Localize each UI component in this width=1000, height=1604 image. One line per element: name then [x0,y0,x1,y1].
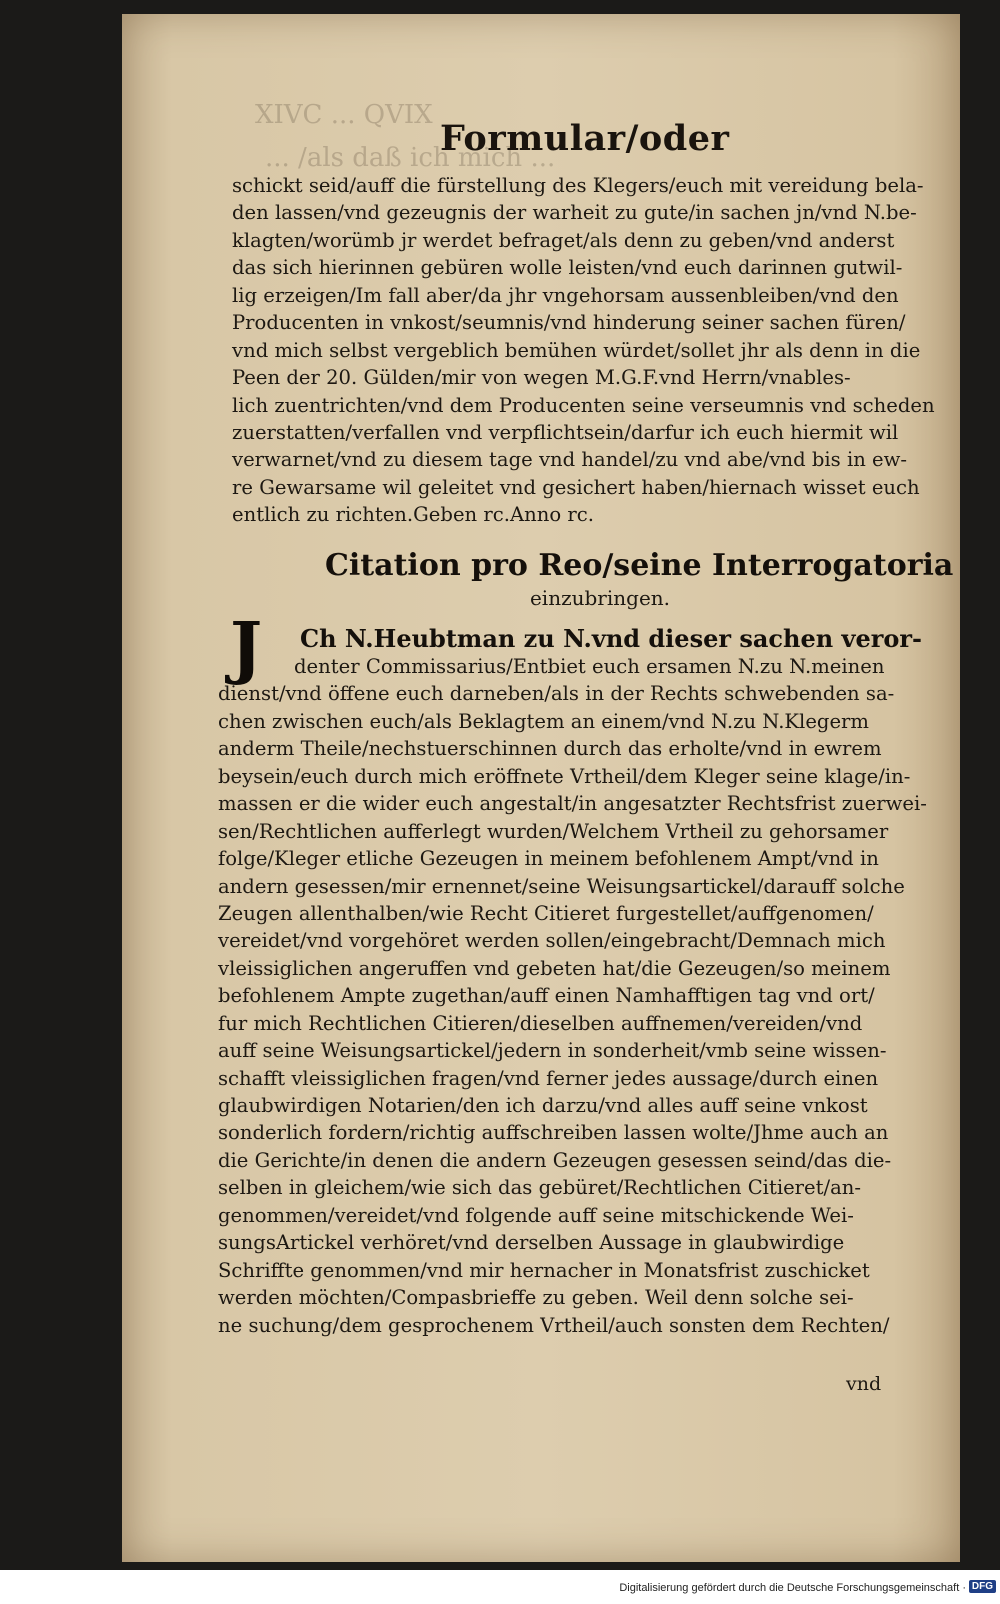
text-line: Peen der 20. Gülden/mir von wegen M.G.F.vnd Herrn/vnables- [232,366,851,390]
text-line: Schriffte genommen/vnd mir hernacher in Monatsfrist zuschicket [218,1258,870,1282]
text-line: re Gewarsame wil geleitet vnd gesichert haben/hiernach wisset euch [232,475,920,499]
text-line: massen er die wider euch angestalt/in angesatzter Rechtsfrist zuerwei- [218,792,927,816]
text-line: sonderlich fordern/richtig auffschreiben lassen wolte/Jhme auch an [218,1121,889,1145]
text-line: werden möchten/Compasbrieffe zu geben. Weil denn solche sei- [218,1286,854,1310]
footer-credit: Digitalisierung gefördert durch die Deutsche Forschungsgemeinschaft · [619,1582,966,1594]
text-line: lig erzeigen/Im fall aber/da jhr vngehorsam aussenbleiben/vnd den [232,283,899,307]
page-header: Formular/oder [440,118,730,159]
text-line: Zeugen allenthalben/wie Recht Citieret furgestellet/auffgenomen/ [218,901,874,925]
text-line: klagten/worümb jr werdet befraget/als denn zu geben/vnd anderst [232,228,895,252]
text-line: dienst/vnd öffene euch darneben/als in der Rechts schwebenden sa- [218,682,895,706]
text-line: auff seine Weisungsartickel/jedern in sonderheit/vmb seine wissen- [218,1039,887,1063]
text-line: zuerstatten/verfallen vnd verpflichtsein/darfur ich euch hiermit wil [232,420,899,444]
section-heading: Citation pro Reo/seine Interrogatoria [325,548,954,583]
bleed-through-text: ... /als daß ich mich ... [265,143,556,173]
text-line: andern gesessen/mir ernennet/seine Weisungsartickel/darauff solche [218,874,905,898]
text-line: vnd mich selbst vergeblich bemühen würdet/sollet jhr als denn in die [232,338,921,362]
text-line: genommen/vereidet/vnd folgende auff seine mitschickende Wei- [218,1203,854,1227]
text-line: verwarnet/vnd zu diesem tage vnd handel/zu vnd abe/vnd bis in ew- [232,448,908,472]
paragraph-first-line: Ch N.Heubtman zu N.vnd dieser sachen veror- [300,624,923,653]
text-line: entlich zu richten.Geben rc.Anno rc. [232,503,594,527]
text-line: ne suchung/dem gesprochenem Vrtheil/auch sonsten dem Rechten/ [218,1313,890,1337]
text-line: lich zuentrichten/vnd dem Producenten seine verseumnis vnd scheden [232,393,935,417]
text-line: denter Commissarius/Entbiet euch ersamen N.zu N.meinen [294,655,885,678]
text-line: den lassen/vnd gezeugnis der warheit zu gute/in sachen jn/vnd N.be- [232,201,917,225]
upper-paragraph [232,172,952,529]
text-line: chen zwischen euch/als Beklagtem an einem/vnd N.zu N.Klegerm [218,709,870,733]
text-line: sungsArtickel verhöret/vnd derselben Aussage in glaubwirdige [218,1231,845,1255]
text-line: Producenten in vnkost/seumnis/vnd hinderung seiner sachen füren/ [232,311,906,335]
text-line: die Gerichte/in denen die andern Gezeugen gesessen seind/das die- [218,1148,892,1172]
text-line: vereidet/vnd vorgehöret werden sollen/eingebracht/Demnach mich [218,929,886,953]
section-subheading: einzubringen. [529,586,671,610]
text-line: folge/Kleger etliche Gezeugen in meinem befohlenem Ampt/vnd in [218,847,879,871]
text-line: glaubwirdigen Notarien/den ich darzu/vnd alles auff seine vnkost [218,1094,868,1117]
footer-bar [0,1574,1000,1604]
text-line: beysein/euch durch mich eröffnete Vrtheil/dem Kleger seine klage/in- [218,764,911,788]
decorated-initial: J [230,608,263,688]
text-line: fur mich Rechtlichen Citieren/dieselben auffnemen/vereiden/vnd [218,1011,863,1035]
catchword: vnd [846,1373,882,1395]
lower-paragraph [218,653,938,1339]
text-line: selben in gleichem/wie sich das gebüret/Rechtlichen Citieret/an- [218,1176,862,1200]
text-line: befohlenem Ampte zugethan/auff einen Namhafftigen tag vnd ort/ [218,984,875,1008]
text-line: vleissiglichen angeruffen vnd gebeten hat/die Gezeugen/so meinem [218,956,891,980]
text-line: schafft vleissiglichen fragen/vnd ferner jedes aussage/durch einen [218,1066,879,1090]
text-line: schickt seid/auff die fürstellung des Klegers/euch mit vereidung bela- [232,174,924,197]
text-line: sen/Rechtlichen aufferlegt wurden/Welchem Vrtheil zu gehorsamer [218,819,889,843]
bleed-through-text: XIVC ... QVIX [255,100,433,130]
text-line: anderm Theile/nechstuerschinnen durch das erholte/vnd in ewrem [218,737,882,761]
text-line: das sich hierinnen gebüren wolle leisten/vnd euch darinnen gutwil- [232,256,903,280]
dfg-logo: DFG [969,1580,996,1593]
